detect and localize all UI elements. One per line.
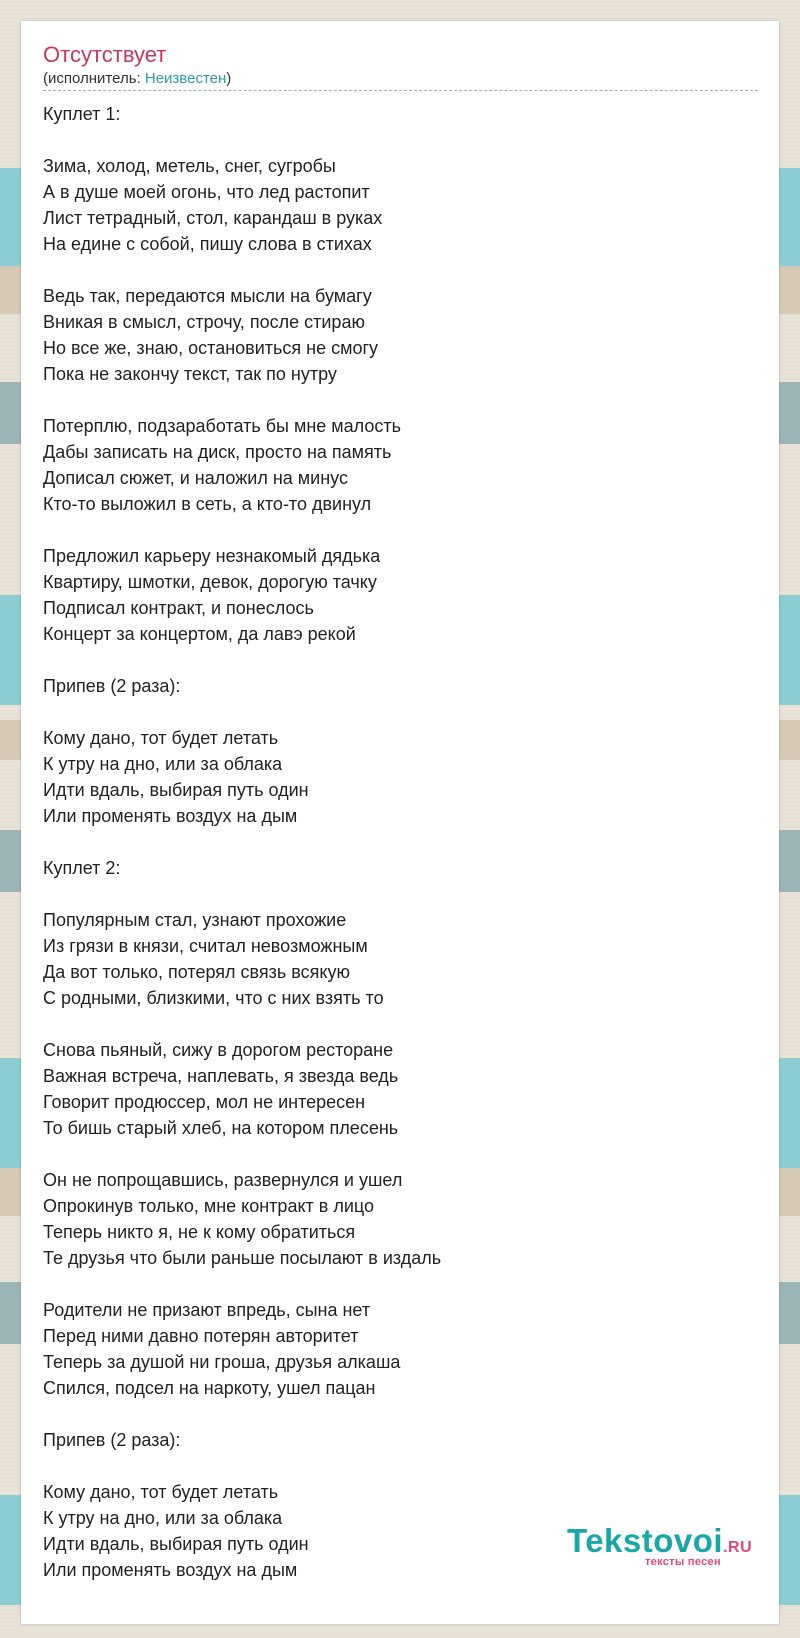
stanza-gap bbox=[43, 127, 758, 153]
stanza-gap bbox=[43, 387, 758, 413]
lyric-line: Припев (2 раза): bbox=[43, 676, 181, 696]
lyric-line: Те друзья что были раньше посылают в издаль bbox=[43, 1248, 442, 1268]
lyric-line: А в душе моей огонь, что лед растопит bbox=[43, 182, 370, 202]
lyric-line: Куплет 1: bbox=[43, 104, 121, 124]
lyric-line: Лист тетрадный, стол, карандаш в руках bbox=[43, 208, 383, 228]
lyric-line: Кому дано, тот будет летать bbox=[43, 728, 279, 748]
lyric-line: Потерплю, подзаработать бы мне малость bbox=[43, 416, 402, 436]
stanza-gap bbox=[43, 699, 758, 725]
lyric-line: Идти вдаль, выбирая путь один bbox=[43, 780, 309, 800]
lyric-line: Концерт за концертом, да лавэ рекой bbox=[43, 624, 356, 644]
lyric-line: Теперь за душой ни гроша, друзья алкаша bbox=[43, 1352, 401, 1372]
lyric-line: Или променять воздух на дым bbox=[43, 806, 298, 826]
artist-suffix: ) bbox=[226, 70, 232, 87]
song-title: Отсутствует bbox=[43, 42, 167, 67]
lyric-line: С родными, близкими, что с них взять то bbox=[43, 988, 384, 1008]
lyric-line: Популярным стал, узнают прохожие bbox=[43, 910, 347, 930]
stanza-gap bbox=[43, 1453, 758, 1479]
lyrics-text bbox=[43, 101, 758, 1583]
lyric-line: К утру на дно, или за облака bbox=[43, 1508, 283, 1528]
stanza-gap bbox=[43, 1011, 758, 1037]
site-logo[interactable] bbox=[567, 1523, 777, 1566]
stanza-gap bbox=[43, 257, 758, 283]
lyric-line: Родители не призают впредь, сына нет bbox=[43, 1300, 371, 1320]
lyric-line: Предложил карьеру незнакомый дядька bbox=[43, 546, 381, 566]
lyric-line: Опрокинув только, мне контракт в лицо bbox=[43, 1196, 375, 1216]
lyric-line: Ведь так, передаются мысли на бумагу bbox=[43, 286, 372, 306]
lyric-line: Квартиру, шмотки, девок, дорогую тачку bbox=[43, 572, 377, 592]
lyric-line: Подписал контракт, и понеслось bbox=[43, 598, 314, 618]
lyric-line: Да вот только, потерял связь всякую bbox=[43, 962, 350, 982]
artist-prefix: (исполнитель: bbox=[43, 70, 145, 87]
lyric-line: К утру на дно, или за облака bbox=[43, 754, 283, 774]
logo-name: Tekstovoi bbox=[567, 1522, 724, 1559]
lyric-line: То бишь старый хлеб, на котором плесень bbox=[43, 1118, 399, 1138]
song-header bbox=[43, 41, 758, 91]
lyric-line: Куплет 2: bbox=[43, 858, 121, 878]
lyric-line: Вникая в смысл, строчу, после стираю bbox=[43, 312, 365, 332]
lyric-line: Или променять воздух на дым bbox=[43, 1560, 298, 1580]
lyric-line: Но все же, знаю, остановиться не смогу bbox=[43, 338, 379, 358]
stanza-gap bbox=[43, 1401, 758, 1427]
lyric-line: Зима, холод, метель, снег, сугробы bbox=[43, 156, 336, 176]
lyric-line: Дабы записать на диск, просто на память bbox=[43, 442, 392, 462]
lyric-line: Снова пьяный, сижу в дорогом ресторане bbox=[43, 1040, 394, 1060]
lyric-line: Кто-то выложил в сеть, а кто-то двинул bbox=[43, 494, 372, 514]
stanza-gap bbox=[43, 517, 758, 543]
artist-link[interactable]: Неизвестен bbox=[144, 70, 227, 87]
lyric-line: Пока не закончу текст, так по нутру bbox=[43, 364, 337, 384]
lyric-line: Кому дано, тот будет летать bbox=[43, 1482, 279, 1502]
lyric-line: Идти вдаль, выбирая путь один bbox=[43, 1534, 309, 1554]
lyric-line: Важная встреча, наплевать, я звезда ведь bbox=[43, 1066, 399, 1086]
stanza-gap bbox=[43, 1271, 758, 1297]
lyric-line: Припев (2 раза): bbox=[43, 1430, 181, 1450]
stanza-gap bbox=[43, 881, 758, 907]
logo-tld: .RU bbox=[723, 1539, 753, 1556]
stanza-gap bbox=[43, 829, 758, 855]
lyric-line: Перед ними давно потерян авторитет bbox=[43, 1326, 359, 1346]
lyric-line: Дописал сюжет, и наложил на минус bbox=[43, 468, 348, 488]
lyric-line: Говорит продюссер, мол не интересен bbox=[43, 1092, 366, 1112]
lyric-line: Спился, подсел на наркоту, ушел пацан bbox=[43, 1378, 376, 1398]
lyric-line: Он не попрощавшись, развернулся и ушел bbox=[43, 1170, 403, 1190]
lyric-line: Из грязи в князи, считал невозможным bbox=[43, 936, 368, 956]
lyric-line: На едине с собой, пишу слова в стихах bbox=[43, 234, 372, 254]
artist-line bbox=[43, 69, 758, 88]
lyrics-card bbox=[21, 21, 779, 1624]
logo-tagline: тексты песен bbox=[645, 1556, 721, 1568]
stanza-gap bbox=[43, 1141, 758, 1167]
lyric-line: Теперь никто я, не к кому обратиться bbox=[43, 1222, 356, 1242]
stanza-gap bbox=[43, 647, 758, 673]
